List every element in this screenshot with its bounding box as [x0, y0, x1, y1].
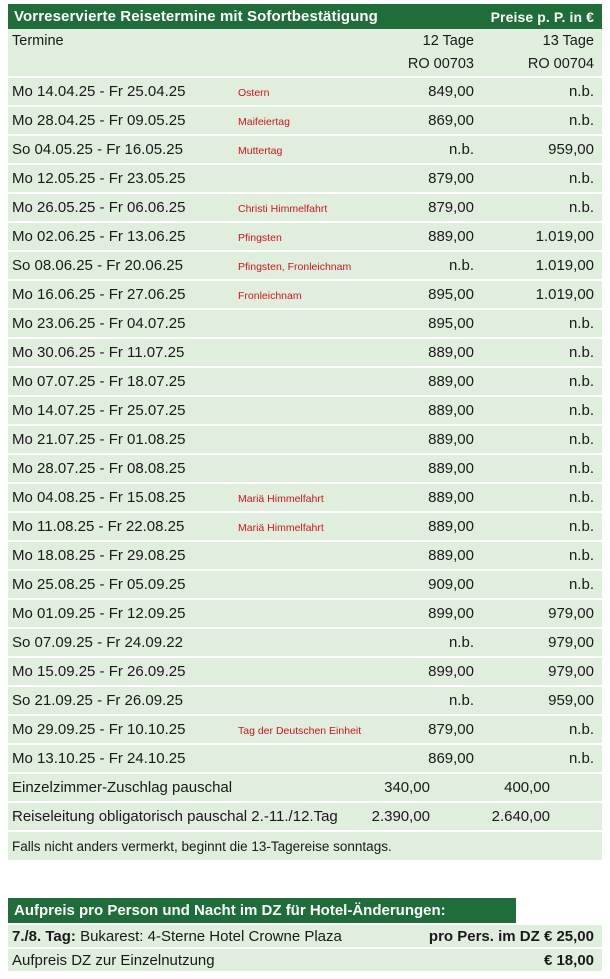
- table-row: [8, 714, 602, 743]
- table-row: [8, 337, 602, 366]
- row-price-13: n.b.: [568, 431, 594, 448]
- table-row: [8, 163, 602, 192]
- row-price-13: 959,00: [548, 692, 594, 709]
- row-date: So 04.05.25 - Fr 16.05.25: [12, 141, 183, 158]
- row-date: Mo 01.09.25 - Fr 12.09.25: [12, 605, 186, 622]
- row-price-12: 889,00: [428, 402, 474, 419]
- table-row: [8, 598, 602, 627]
- row-price-13: n.b.: [568, 199, 594, 216]
- row-price-12: 895,00: [428, 315, 474, 332]
- table-row: [8, 76, 602, 105]
- row-price-13: n.b.: [568, 518, 594, 535]
- column-12-code: RO 00703: [407, 56, 474, 72]
- row-holiday-note: [238, 177, 382, 180]
- table-row: [8, 540, 602, 569]
- table-row: [8, 656, 602, 685]
- table-row: [8, 424, 602, 453]
- table-row: [8, 511, 602, 540]
- hotel-section-title: Aufpreis pro Person und Nacht im DZ für Hotel-Änderungen:: [8, 898, 516, 923]
- row-date: Mo 23.06.25 - Fr 04.07.25: [12, 315, 186, 332]
- single-use-text: Aufpreis DZ zur Einzelnutzung: [12, 951, 215, 969]
- hotel-row: [8, 923, 602, 947]
- row-price-12: 889,00: [428, 460, 474, 477]
- row-price-13: n.b.: [568, 547, 594, 564]
- row-price-12: 889,00: [428, 228, 474, 245]
- row-holiday-note: [238, 641, 382, 644]
- table-row: [8, 685, 602, 714]
- row-date: So 07.09.25 - Fr 24.09.22: [12, 634, 183, 651]
- row-price-12: n.b.: [448, 257, 474, 274]
- table-row: [8, 134, 602, 163]
- row-holiday-note: [238, 612, 382, 615]
- column-13-code: RO 00704: [527, 56, 594, 72]
- single-use-row: [8, 947, 602, 971]
- table-title: Vorreservierte Reisetermine mit Sofortbestätigung: [14, 8, 378, 25]
- extra-label: Reiseleitung obligatorisch pauschal 2.-11./12.Tag: [12, 808, 338, 825]
- row-holiday-note: Tag der Deutschen Einheit: [238, 725, 362, 737]
- row-price-12: 869,00: [428, 750, 474, 767]
- row-price-13: n.b.: [568, 344, 594, 361]
- row-price-12: 889,00: [428, 431, 474, 448]
- table-row: [8, 569, 602, 598]
- row-price-12: n.b.: [448, 141, 474, 158]
- row-price-13: n.b.: [568, 402, 594, 419]
- table-row: [8, 105, 602, 134]
- row-price-12: 879,00: [428, 721, 474, 738]
- table-row: [8, 627, 602, 656]
- row-price-13: n.b.: [568, 750, 594, 767]
- extra-label: Einzelzimmer-Zuschlag pauschal: [12, 779, 233, 796]
- row-holiday-note: [238, 467, 382, 470]
- date-rows: [8, 76, 602, 772]
- table-row: [8, 308, 602, 337]
- row-holiday-note: Maifeiertag: [238, 116, 290, 128]
- footnote: Falls nicht anders vermerkt, beginnt die 13-Tagereise sonntags.: [8, 830, 602, 860]
- row-holiday-note: Pfingsten: [238, 232, 282, 244]
- row-price-13: 1.019,00: [535, 257, 594, 274]
- table-header: [8, 4, 602, 29]
- row-date: Mo 25.08.25 - Fr 05.09.25: [12, 576, 186, 593]
- row-holiday-note: [238, 409, 382, 412]
- row-price-13: n.b.: [568, 721, 594, 738]
- extra-row: [8, 772, 602, 801]
- row-date: So 21.09.25 - Fr 26.09.25: [12, 692, 183, 709]
- row-price-13: 1.019,00: [535, 228, 594, 245]
- price-note: Preise p. P. in €: [490, 8, 594, 25]
- table-row: [8, 453, 602, 482]
- row-holiday-note: [238, 583, 382, 586]
- row-date: Mo 18.08.25 - Fr 29.08.25: [12, 547, 186, 564]
- row-holiday-note: Fronleichnam: [238, 290, 302, 302]
- row-date: Mo 29.09.25 - Fr 10.10.25: [12, 721, 186, 738]
- row-holiday-note: [238, 351, 382, 354]
- row-date: Mo 28.07.25 - Fr 08.08.25: [12, 460, 186, 477]
- travel-dates-table: [8, 4, 602, 860]
- hotel-price: pro Pers. im DZ € 25,00: [428, 927, 594, 945]
- row-date: Mo 11.08.25 - Fr 22.08.25: [12, 518, 185, 535]
- row-price-12: 889,00: [428, 518, 474, 535]
- row-price-12: 899,00: [428, 605, 474, 622]
- table-row: [8, 192, 602, 221]
- hotel-surcharge-table: [8, 898, 602, 971]
- row-date: Mo 04.08.25 - Fr 15.08.25: [12, 489, 186, 506]
- row-price-13: 979,00: [548, 663, 594, 680]
- row-date: Mo 07.07.25 - Fr 18.07.25: [12, 373, 186, 390]
- row-holiday-note: Muttertag: [238, 145, 283, 157]
- row-price-13: 979,00: [548, 634, 594, 651]
- extra-price-13: 400,00: [504, 779, 550, 796]
- row-holiday-note: Pfingsten, Fronleichnam: [238, 261, 352, 273]
- row-price-13: n.b.: [568, 112, 594, 129]
- row-holiday-note: [238, 699, 382, 702]
- row-date: Mo 13.10.25 - Fr 24.10.25: [12, 750, 186, 767]
- row-price-13: 979,00: [548, 605, 594, 622]
- row-price-12: 889,00: [428, 489, 474, 506]
- row-price-12: 889,00: [428, 344, 474, 361]
- row-price-13: n.b.: [568, 489, 594, 506]
- table-row: [8, 250, 602, 279]
- column-13-days: 13 Tage: [542, 32, 594, 49]
- row-price-12: 869,00: [428, 112, 474, 129]
- row-price-12: 889,00: [428, 373, 474, 390]
- row-date: Mo 15.09.25 - Fr 26.09.25: [12, 663, 186, 680]
- row-price-12: 889,00: [428, 547, 474, 564]
- column-12-days: 12 Tage: [422, 32, 474, 49]
- row-price-12: n.b.: [448, 634, 474, 651]
- table-row: [8, 279, 602, 308]
- row-price-13: 959,00: [548, 141, 594, 158]
- hotel-text: Bukarest: 4-Sterne Hotel Crowne Plaza: [80, 927, 342, 945]
- row-price-12: 895,00: [428, 286, 474, 303]
- row-price-13: n.b.: [568, 83, 594, 100]
- row-date: Mo 14.07.25 - Fr 25.07.25: [12, 402, 186, 419]
- extra-row: [8, 801, 602, 830]
- table-row: [8, 366, 602, 395]
- row-price-13: n.b.: [568, 315, 594, 332]
- row-holiday-note: Christi Himmelfahrt: [238, 203, 328, 215]
- row-holiday-note: [238, 380, 382, 383]
- row-holiday-note: Mariä Himmelfahrt: [238, 493, 324, 505]
- row-date: Mo 16.06.25 - Fr 27.06.25: [12, 286, 186, 303]
- hotel-day: 7./8. Tag:: [12, 927, 76, 945]
- row-date: Mo 26.05.25 - Fr 06.06.25: [12, 199, 186, 216]
- row-price-12: 849,00: [428, 83, 474, 100]
- row-holiday-note: Mariä Himmelfahrt: [238, 522, 324, 534]
- row-date: Mo 30.06.25 - Fr 11.07.25: [12, 344, 185, 361]
- table-row: [8, 221, 602, 250]
- row-holiday-note: [238, 757, 382, 760]
- extra-price-12: 2.390,00: [371, 808, 430, 825]
- row-price-12: n.b.: [448, 692, 474, 709]
- table-row: [8, 395, 602, 424]
- single-use-price: € 18,00: [543, 951, 594, 969]
- extra-price-12: 340,00: [384, 779, 430, 796]
- column-headers: [8, 29, 602, 76]
- row-price-12: 899,00: [428, 663, 474, 680]
- row-holiday-note: [238, 554, 382, 557]
- table-row: [8, 743, 602, 772]
- row-date: Mo 14.04.25 - Fr 25.04.25: [12, 83, 186, 100]
- row-date: Mo 21.07.25 - Fr 01.08.25: [12, 431, 186, 448]
- row-holiday-note: Ostern: [238, 87, 270, 99]
- row-price-12: 879,00: [428, 199, 474, 216]
- row-holiday-note: [238, 322, 382, 325]
- row-price-13: n.b.: [568, 373, 594, 390]
- row-date: Mo 12.05.25 - Fr 23.05.25: [12, 170, 186, 187]
- row-price-13: n.b.: [568, 576, 594, 593]
- column-label-termine: Termine: [12, 32, 64, 49]
- row-price-13: 1.019,00: [535, 286, 594, 303]
- row-holiday-note: [238, 670, 382, 673]
- row-date: Mo 02.06.25 - Fr 13.06.25: [12, 228, 186, 245]
- extra-price-13: 2.640,00: [491, 808, 550, 825]
- row-holiday-note: [238, 438, 382, 441]
- table-row: [8, 482, 602, 511]
- row-price-12: 879,00: [428, 170, 474, 187]
- row-price-13: n.b.: [568, 170, 594, 187]
- row-price-13: n.b.: [568, 460, 594, 477]
- row-price-12: 909,00: [428, 576, 474, 593]
- row-date: Mo 28.04.25 - Fr 09.05.25: [12, 112, 186, 129]
- row-date: So 08.06.25 - Fr 20.06.25: [12, 257, 183, 274]
